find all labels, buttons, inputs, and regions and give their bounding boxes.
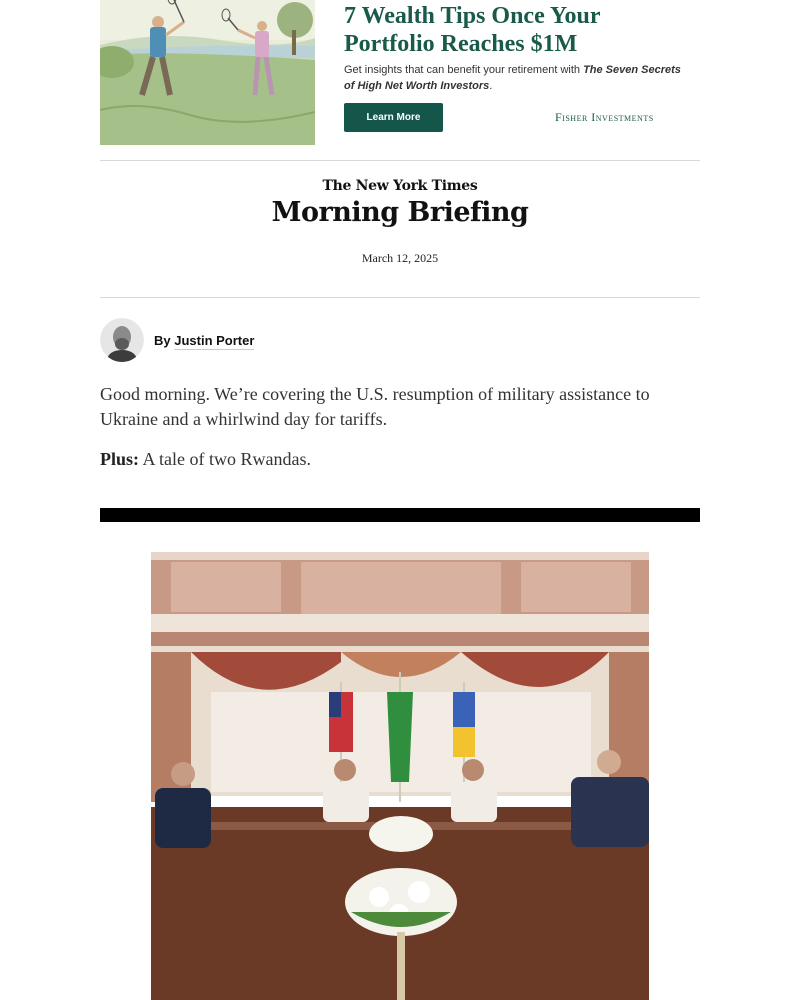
intro-paragraph: Good morning. We’re covering the U.S. resumption of military assistance to Ukraine and a whirlwind day for tariffs.: [100, 384, 650, 429]
ad-body-text: Get insights that can benefit your retirement with: [344, 64, 584, 76]
plus-text: A tale of two Rwandas.: [139, 449, 311, 469]
plus-label: Plus:: [100, 449, 140, 469]
author-avatar[interactable]: [100, 318, 144, 362]
byline-prefix: By: [154, 333, 175, 348]
ad-book-title: The Seven Secrets of High Net Worth Investors: [344, 64, 681, 92]
divider-masthead: [100, 297, 700, 298]
ad-illustration[interactable]: [100, 0, 315, 145]
lead-photo[interactable]: [151, 552, 649, 1000]
newsletter-title: Morning Briefing: [271, 197, 529, 228]
ad-headline[interactable]: 7 Wealth Tips Once Your Portfolio Reaches $1M: [344, 3, 601, 57]
advertisement[interactable]: [100, 0, 700, 145]
section-rule: [100, 508, 700, 522]
newsletter-date: March 12, 2025: [361, 251, 439, 265]
nyt-logo[interactable]: The New York Times: [322, 178, 478, 194]
author-byline: [154, 333, 254, 348]
divider-top: [100, 160, 700, 161]
learn-more-button[interactable]: Learn More: [344, 103, 443, 132]
ad-body: [344, 62, 684, 94]
ad-brand-logo[interactable]: Fisher Investments: [555, 110, 654, 124]
author-name-link[interactable]: Justin Porter: [174, 333, 255, 348]
plus-paragraph: [100, 447, 700, 472]
ad-body-suffix: .: [489, 80, 493, 92]
